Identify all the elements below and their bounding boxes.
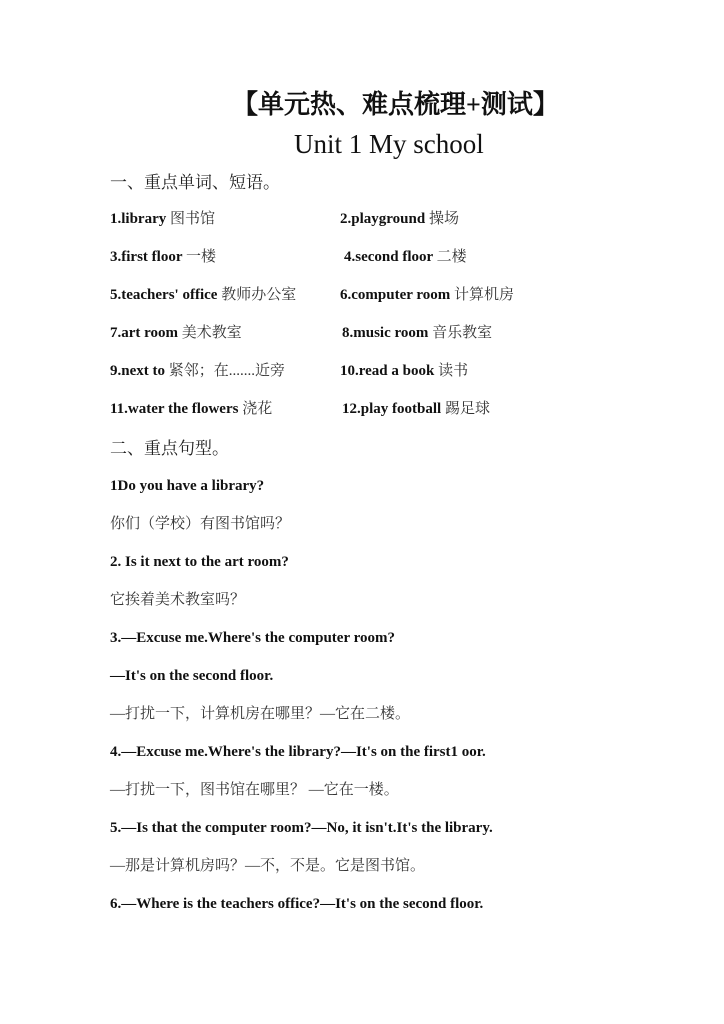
vocab-english: 7.art room (110, 325, 179, 341)
vocab-chinese: 紧邻；在.......近旁 (168, 363, 286, 379)
sentence-english: 2. Is it next to the art room? (110, 554, 289, 570)
vocab-item (342, 326, 492, 341)
vocab-chinese: 踢足球 (444, 401, 490, 417)
sentence-translation: —打扰一下，图书馆在哪里？ —它在一楼。 (110, 782, 399, 798)
sentence-english: 1Do you have a library? (110, 478, 265, 494)
sentence-translation: 你们（学校）有图书馆吗？ (110, 516, 291, 532)
vocab-english: 12.play football (342, 401, 442, 417)
vocab-chinese: 读书 (438, 363, 469, 379)
vocab-english: 2.playground (340, 211, 426, 227)
vocab-english: 11.water the flowers (110, 401, 239, 417)
section-heading-vocabulary: 一、重点单词、短语。 (110, 173, 280, 192)
sentence-english: 3.—Excuse me.Where's the computer room? (110, 630, 395, 646)
vocab-item (110, 212, 215, 227)
vocab-english: 5.teachers' office (110, 287, 218, 303)
document-subtitle: Unit 1 My school (294, 129, 484, 159)
vocab-item (110, 288, 296, 303)
vocab-chinese: 一楼 (185, 249, 216, 265)
vocab-item (340, 364, 468, 379)
sentence-english: —It's on the second floor. (110, 668, 274, 684)
vocab-item (110, 326, 242, 341)
document-title: 【单元热、难点梳理+测试】 (232, 90, 559, 119)
vocab-english: 9.next to (110, 363, 165, 379)
vocab-chinese: 二楼 (436, 249, 467, 265)
vocab-english: 6.computer room (340, 287, 451, 303)
vocab-english: 10.read a book (340, 363, 435, 379)
vocab-english: 3.first floor (110, 249, 183, 265)
vocab-item (342, 402, 490, 417)
sentence-english: 4.—Excuse me.Where's the library?—It's on the first1 oor. (110, 744, 486, 760)
vocab-english: 1.library (110, 211, 167, 227)
sentence-english: 5.—Is that the computer room?—No, it isn't.It's the library. (110, 820, 493, 836)
vocab-chinese: 教师办公室 (221, 287, 297, 303)
vocab-chinese: 美术教室 (181, 325, 242, 341)
vocab-item (344, 250, 467, 265)
vocab-item (110, 402, 272, 417)
vocab-chinese: 操场 (428, 211, 459, 227)
vocab-chinese: 浇花 (242, 401, 273, 417)
vocab-english: 8.music room (342, 325, 429, 341)
sentence-translation: —打扰一下，计算机房在哪里？—它在二楼。 (110, 706, 411, 722)
sentence-translation: —那是计算机房吗？—不，不是。它是图书馆。 (110, 858, 426, 874)
sentence-translation: 它挨着美术教室吗？ (110, 592, 246, 608)
vocab-item (110, 250, 216, 265)
vocab-item (340, 288, 514, 303)
vocab-english: 4.second floor (344, 249, 433, 265)
vocab-item (110, 364, 285, 379)
section-heading-sentences: 二、重点句型。 (110, 439, 229, 458)
vocab-item (340, 212, 459, 227)
vocab-chinese: 图书馆 (170, 211, 216, 227)
vocab-chinese: 计算机房 (454, 287, 515, 303)
vocab-chinese: 音乐教室 (432, 325, 493, 341)
sentence-english: 6.—Where is the teachers office?—It's on the second floor. (110, 896, 484, 912)
